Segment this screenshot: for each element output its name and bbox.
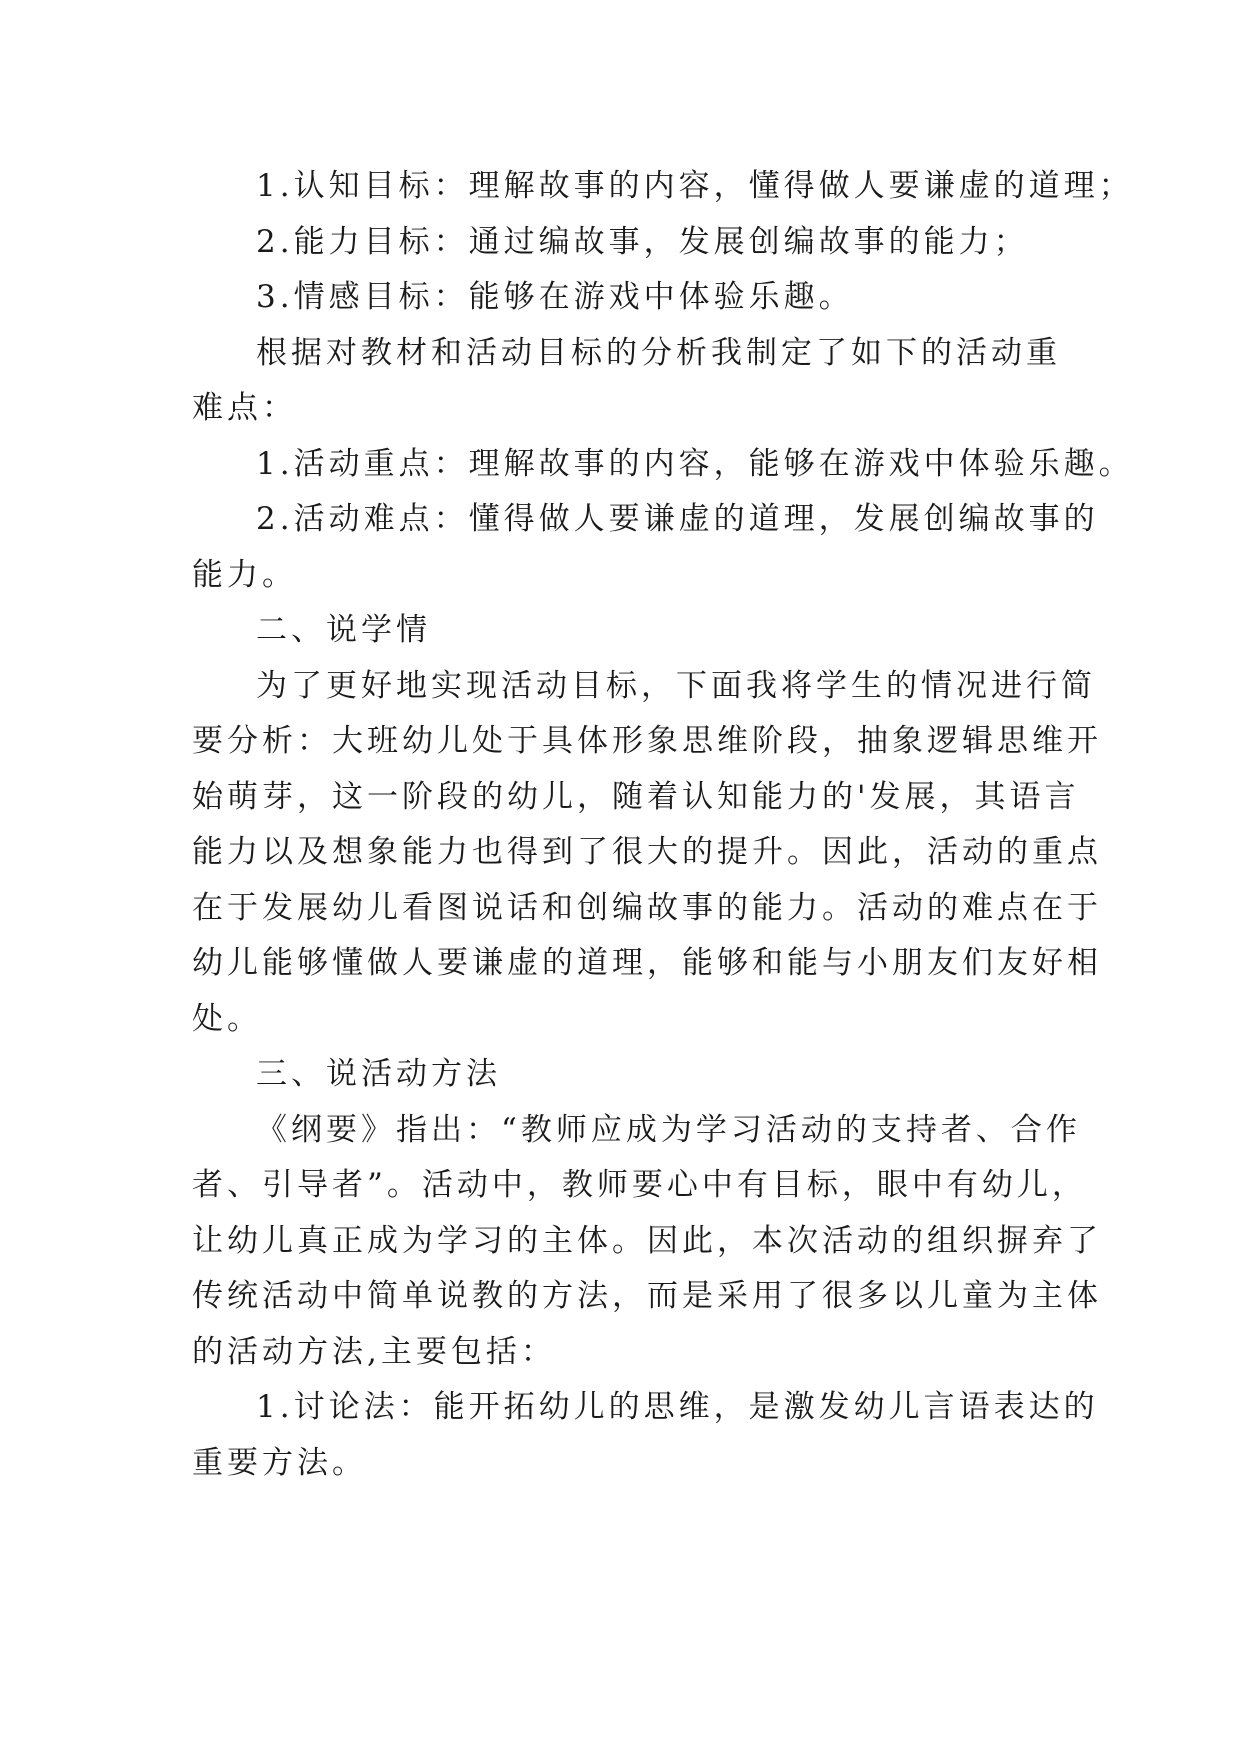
methods-paragraph-line-3: 让幼儿真正成为学习的主体。因此，本次活动的组织摒弃了	[192, 1222, 1102, 1259]
discussion-method-line-2: 重要方法。	[192, 1444, 367, 1481]
goal-cognitive: 1.认知目标：理解故事的内容，懂得做人要谦虚的道理；	[256, 168, 1134, 204]
learners-paragraph-line-5: 在于发展幼儿看图说话和创编故事的能力。活动的难点在于	[192, 889, 1102, 926]
goal-emotion: 3.情感目标：能够在游戏中体验乐趣。	[256, 279, 854, 315]
goal-ability: 2.能力目标：通过编故事，发展创编故事的能力；	[256, 223, 1029, 260]
learners-paragraph-line-3: 始萌芽，这一阶段的幼儿，随着认知能力的'发展，其语言	[192, 778, 1080, 815]
activity-difficulty-line-2: 能力。	[192, 556, 297, 593]
learners-paragraph-line-6: 幼儿能够懂做人要谦虚的道理，能够和能与小朋友们友好相	[192, 945, 1102, 981]
methods-paragraph-line-2: 者、引导者”。活动中，教师要心中有目标，眼中有幼儿，	[192, 1167, 1087, 1203]
methods-paragraph-line-1: 《纲要》指出：“教师应成为学习活动的支持者、合作	[256, 1111, 1081, 1148]
methods-paragraph-line-5: 的活动方法,主要包括：	[192, 1333, 556, 1370]
key-points-intro-line-1: 根据对教材和活动目标的分析我制定了如下的活动重	[256, 334, 1061, 371]
learners-paragraph-line-2: 要分析：大班幼儿处于具体形象思维阶段，抽象逻辑思维开	[192, 723, 1102, 759]
methods-paragraph-line-4: 传统活动中简单说教的方法，而是采用了很多以儿童为主体	[192, 1278, 1102, 1314]
learners-paragraph-line-7: 处。	[192, 1000, 262, 1037]
section-heading-methods: 三、说活动方法	[256, 1056, 501, 1092]
learners-paragraph-line-1: 为了更好地实现活动目标，下面我将学生的情况进行简	[256, 667, 1096, 704]
learners-paragraph-line-4: 能力以及想象能力也得到了很大的提升。因此，活动的重点	[192, 834, 1102, 870]
key-points-intro-line-2: 难点：	[192, 390, 297, 426]
activity-focus: 1.活动重点：理解故事的内容，能够在游戏中体验乐趣。	[256, 445, 1134, 482]
activity-difficulty-line-1: 2.活动难点：懂得做人要谦虚的道理，发展创编故事的	[256, 501, 1099, 537]
document-body	[192, 159, 1134, 1491]
discussion-method-line-1: 1.讨论法：能开拓幼儿的思维，是激发幼儿言语表达的	[256, 1389, 1099, 1425]
section-heading-learners: 二、说学情	[256, 612, 431, 648]
